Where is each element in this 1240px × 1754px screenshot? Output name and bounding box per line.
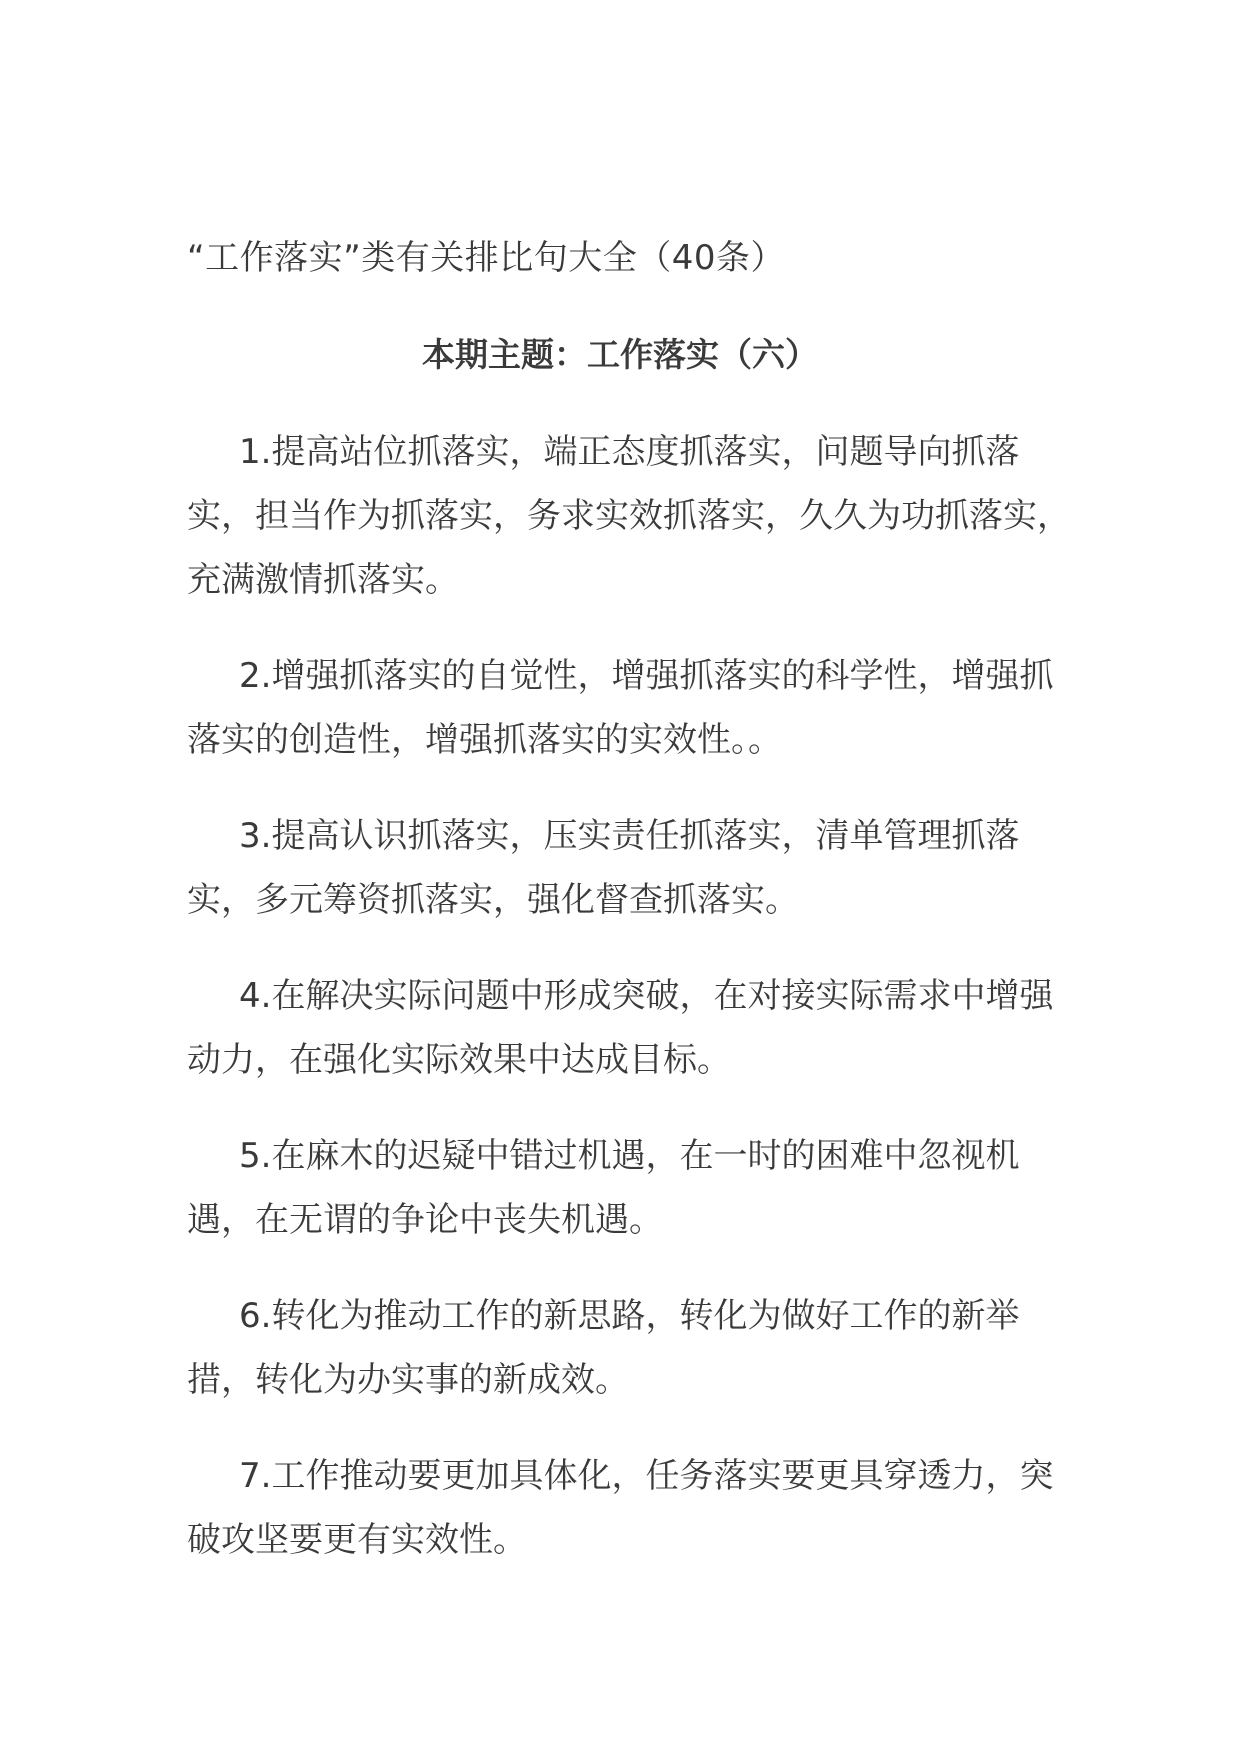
item-list: [187, 420, 1087, 1604]
list-item: 7.工作推动要更加具体化，任务落实要更具穿透力，突破攻坚要更有实效性。: [187, 1456, 1054, 1560]
list-item: 4.在解决实际问题中形成突破，在对接实际需求中增强动力，在强化实际效果中达成目标。: [187, 976, 1054, 1080]
document-subtitle: 本期主题：工作落实（六）: [422, 335, 818, 374]
list-item: 3.提高认识抓落实，压实责任抓落实，清单管理抓落实，多元筹资抓落实，强化督查抓落实。: [187, 816, 1020, 920]
list-item: 1.提高站位抓落实，端正态度抓落实，问题导向抓落实，担当作为抓落实，务求实效抓落实，久久为功抓落实，充满激情抓落实。: [187, 432, 1071, 600]
list-item: 6.转化为推动工作的新思路，转化为做好工作的新举措，转化为办实事的新成效。: [187, 1296, 1020, 1400]
list-item: 5.在麻木的迟疑中错过机遇，在一时的困难中忽视机遇，在无谓的争论中丧失机遇。: [187, 1136, 1020, 1240]
document-title: “工作落实”类有关排比句大全（40条）: [187, 238, 785, 278]
list-item: 2.增强抓落实的自觉性，增强抓落实的科学性，增强抓落实的创造性，增强抓落实的实效性。。: [187, 656, 1054, 760]
